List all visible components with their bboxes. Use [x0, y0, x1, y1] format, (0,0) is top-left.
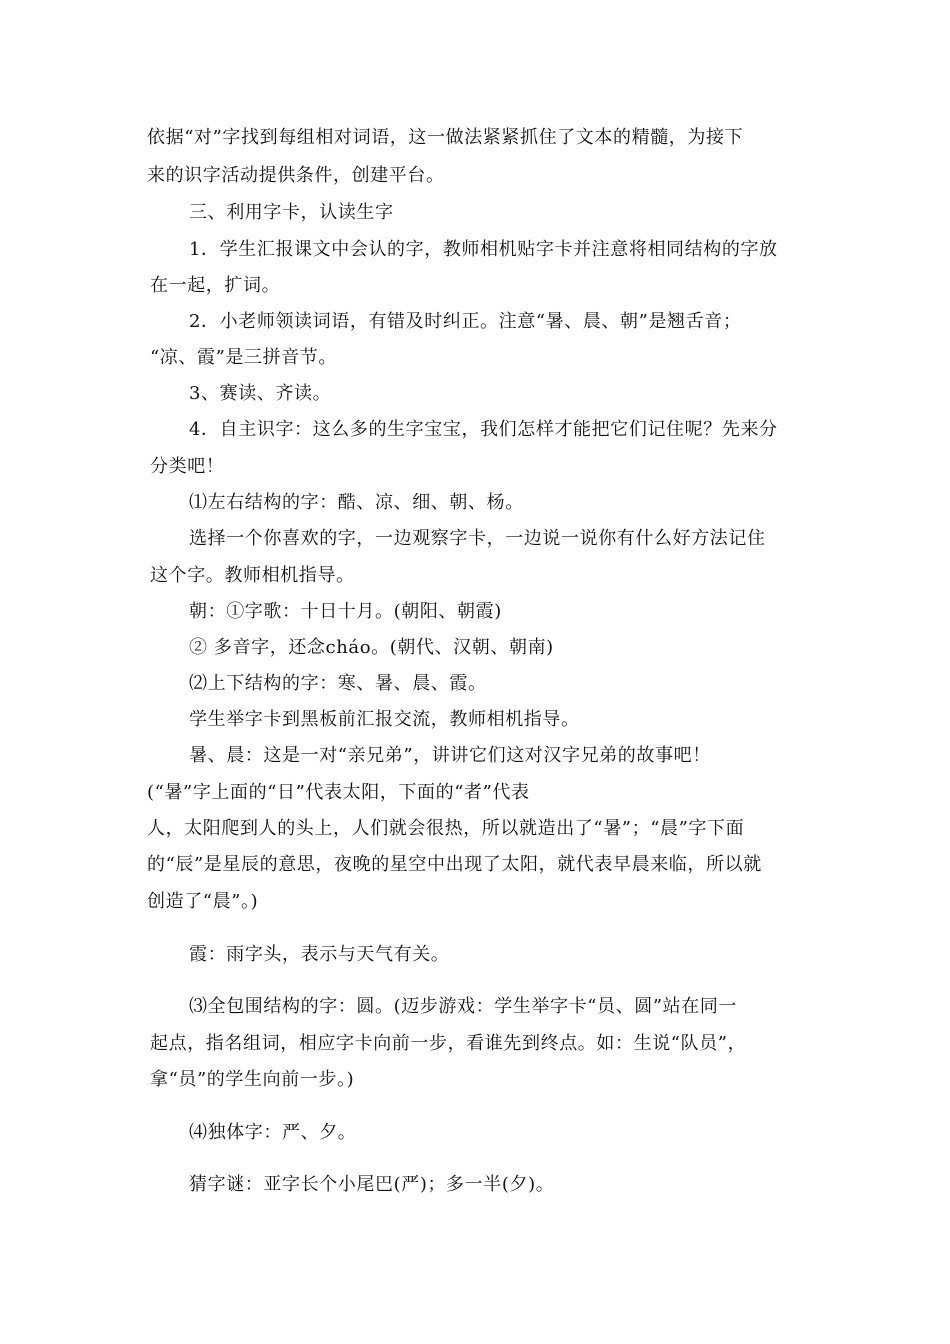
text-line: 4．自主识字：这么多的生字宝宝，我们怎样才能把它们记住呢？先来分: [189, 419, 778, 440]
text-line: 暑、晨：这是一对“亲兄弟”，讲讲它们这对汉字兄弟的故事吧！: [189, 745, 711, 766]
text-line: ② 多音字，还念cháo。(朝代、汉朝、朝南): [189, 637, 554, 658]
text-line: 2．小老师领读词语，有错及时纠正。注意“暑、晨、朝”是翘舌音；: [189, 311, 742, 332]
text-line: 霞：雨字头，表示与天气有关。: [189, 944, 450, 965]
text-line: 1．学生汇报课文中会认的字，教师相机贴字卡并注意将相同结构的字放: [189, 239, 778, 260]
text-line: 来的识字活动提供条件，创建平台。: [147, 165, 445, 186]
text-line: 3、赛读、齐读。: [189, 383, 332, 404]
text-line: ⑶全包围结构的字：圆。(迈步游戏：学生举字卡“员、圆”站在同一: [189, 996, 738, 1017]
text-line: 朝：①字歌：十日十月。(朝阳、朝霞): [189, 601, 502, 622]
text-line: 猜字谜：亚字长个小尾巴(严)；多一半(夕)。: [189, 1174, 555, 1195]
text-line: 起点，指名组词，相应字卡向前一步，看谁先到终点。如：生说“队员”，: [150, 1033, 747, 1054]
text-line: ⑷独体字：严、夕。: [189, 1122, 357, 1143]
text-line: 选择一个你喜欢的字，一边观察字卡，一边说一说你有什么好方法记住: [189, 528, 766, 549]
text-line: 在一起，扩词。: [150, 275, 281, 296]
text-line: ⑴左右结构的字：酷、凉、细、朝、杨。: [189, 492, 524, 513]
text-line: ⑵上下结构的字：寒、暑、晨、霞。: [189, 673, 487, 694]
text-line: 拿“员”的学生向前一步。): [150, 1069, 355, 1090]
section-heading: 三、利用字卡，认读生字: [189, 202, 394, 223]
text-line: 这个字。教师相机指导。: [150, 565, 355, 586]
text-line: 学生举字卡到黑板前汇报交流，教师相机指导。: [189, 709, 580, 730]
text-line: 依据“对”字找到每组相对词语，这一做法紧紧抓住了文本的精髓，为接下: [147, 127, 744, 148]
text-line: 人，太阳爬到人的头上，人们就会很热，所以就造出了“暑”；“晨”字下面: [147, 818, 745, 839]
text-line: 分类吧！: [150, 456, 225, 477]
text-line: 创造了“晨”。): [147, 891, 259, 912]
text-line: 的“辰”是星辰的意思，夜晚的星空中出现了太阳，就代表早晨来临，所以就: [147, 854, 762, 875]
text-line: (“暑”字上面的“日”代表太阳，下面的“者”代表: [147, 782, 530, 803]
text-line: “凉、霞”是三拼音节。: [150, 347, 338, 368]
